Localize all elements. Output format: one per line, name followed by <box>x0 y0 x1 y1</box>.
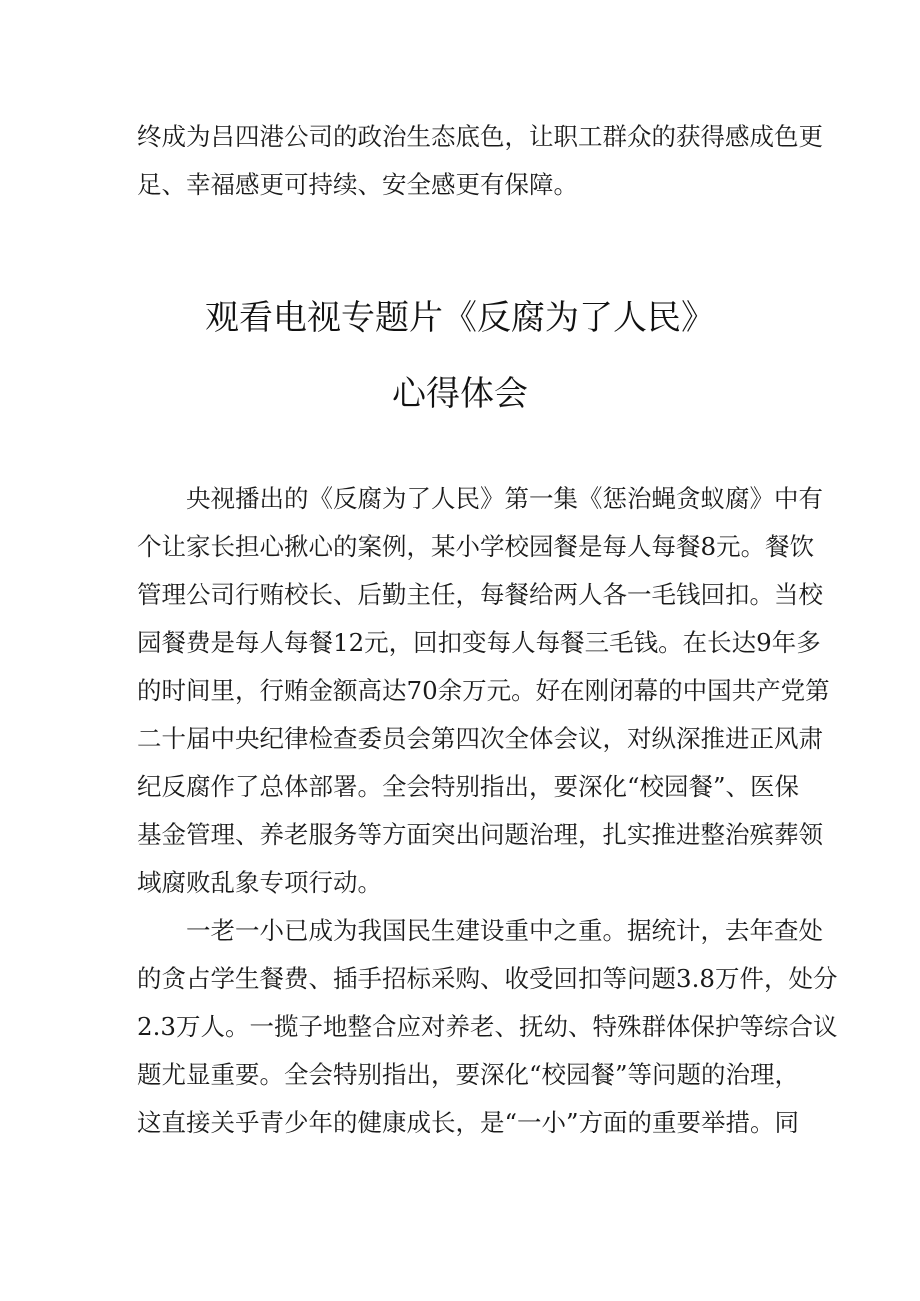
paragraph-2-line: 2.3万人。一揽子地整合应对养老、抚幼、特殊群体保护等综合议 <box>137 1012 838 1041</box>
paragraph-1-line: 域腐败乱象专项行动。 <box>137 868 382 897</box>
paragraph-2-line: 的贪占学生餐费、插手招标采购、收受回扣等问题3.8万件，处分 <box>137 964 838 993</box>
paragraph-1-line: 园餐费是每人每餐12元，回扣变每人每餐三毛钱。在长达9年多 <box>137 628 821 657</box>
document-subtitle: 心得体会 <box>392 374 528 414</box>
intro-line: 终成为吕四港公司的政治生态底色，让职工群众的获得感成色更 <box>137 122 823 151</box>
paragraph-1-line: 央视播出的《反腐为了人民》第一集《惩治蝇贪蚁腐》中有 <box>186 484 823 513</box>
paragraph-2-line: 一老一小已成为我国民生建设重中之重。据统计，去年查处 <box>186 916 823 945</box>
paragraph-1-line: 的时间里，行贿金额高达70余万元。好在刚闭幕的中国共产党第 <box>137 676 830 705</box>
paragraph-2-line: 这直接关乎青少年的健康成长，是“一小”方面的重要举措。同 <box>137 1108 800 1137</box>
intro-line: 足、幸福感更可持续、安全感更有保障。 <box>137 170 578 199</box>
paragraph-1-line: 基金管理、养老服务等方面突出问题治理，扎实推进整治殡葬领 <box>137 820 823 849</box>
paragraph-2-line: 题尤显重要。全会特别指出，要深化“校园餐”等问题的治理， <box>137 1060 800 1089</box>
paragraph-1-line: 二十届中央纪律检查委员会第四次全体会议，对纵深推进正风肃 <box>137 724 823 753</box>
paragraph-1-line: 个让家长担心揪心的案例，某小学校园餐是每人每餐8元。餐饮 <box>137 532 815 561</box>
paragraph-1-line: 管理公司行贿校长、后勤主任，每餐给两人各一毛钱回扣。当校 <box>137 580 823 609</box>
paragraph-1-line: 纪反腐作了总体部署。全会特别指出，要深化“校园餐”、医保 <box>137 772 800 801</box>
document-title: 观看电视专题片《反腐为了人民》 <box>205 298 715 338</box>
